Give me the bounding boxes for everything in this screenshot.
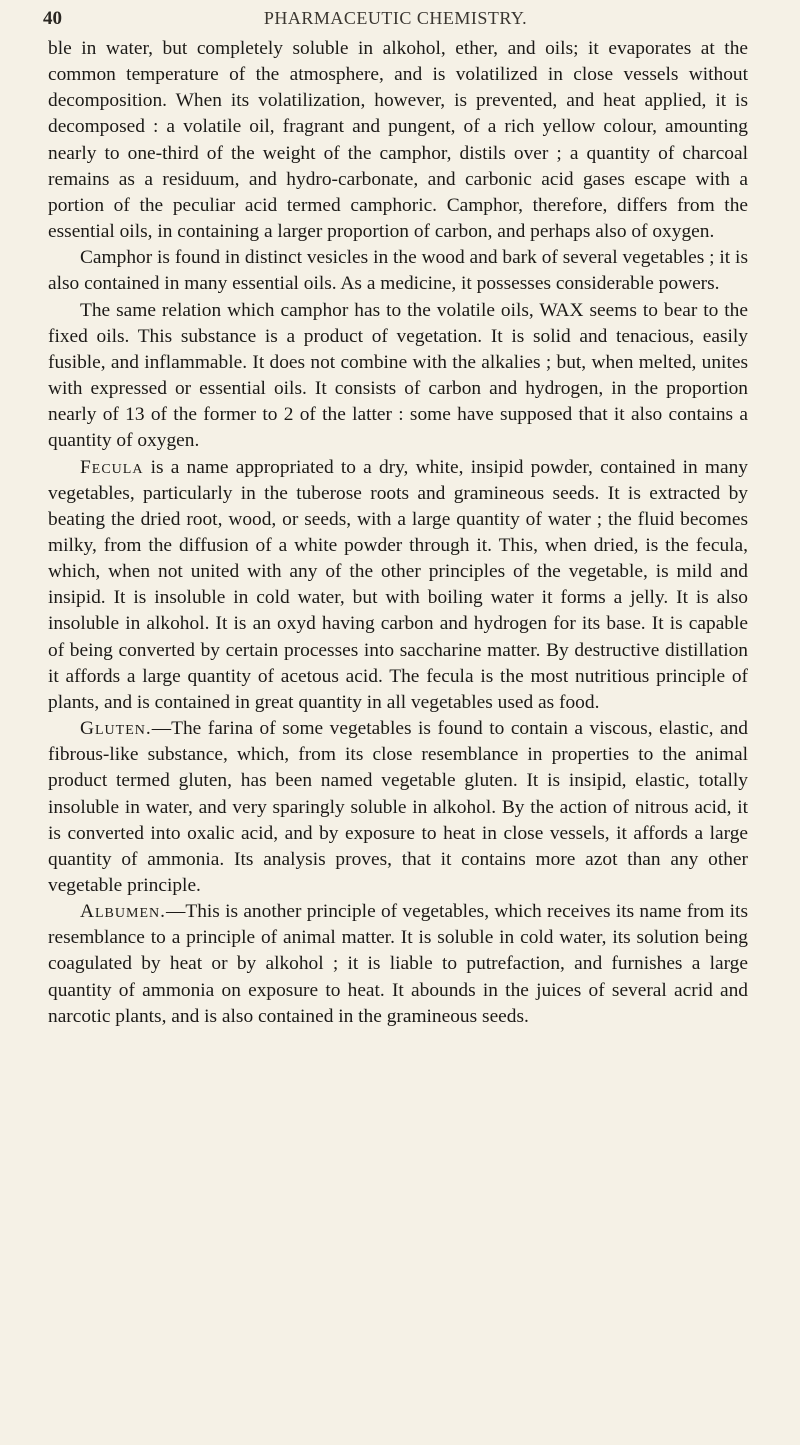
section-term: Albumen. — [80, 901, 166, 923]
paragraph-camphor-sources — [48, 245, 748, 297]
paragraph-text: —The farina of some vegetables is found to contain a viscous, elastic, and fibrous-like substance, which, from its close resemblance in properties to the animal product termed gluten, has been named vegetable gluten. It is insipid, elastic, totally insoluble in water, and very sparingly soluble in alkohol. By the action of nitrous acid, it is converted into oxalic acid, and by exposure to heat in close vessels, it affords a large quantity of ammonia. Its analysis proves, that it contains more azot than any other vegetable principle. — [48, 718, 748, 896]
paragraph-fecula — [48, 455, 748, 717]
section-term: Gluten. — [80, 718, 152, 740]
paragraph-text: The same relation which camphor has to the volatile oils, WAX seems to bear to the fixed oils. This substance is a product of vegetation. It is solid and tenacious, easily fusible, and inflammable. It does not combine with the alkalies ; but, when melted, unites with expressed or essential oils. It consists of carbon and hydrogen, in the proportion nearly of 13 of the former to 2 of the latter : some have supposed that it also contains a quantity of oxygen. — [48, 299, 748, 452]
paragraph-text: —This is another principle of vegetables, which receives its name from its resemblance to a principle of animal matter. It is soluble in cold water, its solution being coagulated by heat or by alkohol ; it is liable to putrefaction, and furnishes a large quantity of ammonia on exposure to heat. It abounds in the juices of several acrid and narcotic plants, and is also contained in the gramineous seeds. — [48, 901, 748, 1027]
paragraph-camphor-continued — [48, 36, 748, 245]
running-head — [43, 6, 748, 36]
paragraph-albumen — [48, 899, 748, 1030]
paragraph-text: ble in water, but completely soluble in alkohol, ether, and oils; it evaporates at the common temperature of the atmosphere, and is volatilized in close vessels without decomposition. When its volatilization, however, is prevented, and heat applied, it is decomposed : a volatile oil, fragrant and pungent, of a rich yellow colour, amounting nearly to one-third of the weight of the camphor, distils over ; a quantity of charcoal remains as a residuum, and hydro-carbonate, and carbonic acid gases escape with a portion of the peculiar acid termed camphoric. Camphor, therefore, differs from the essential oils, in containing a larger proportion of carbon, and perhaps also of oxygen. — [48, 38, 748, 243]
page-number: 40 — [43, 8, 62, 29]
running-title: PHARMACEUTIC CHEMISTRY. — [263, 8, 528, 28]
paragraph-text: is a name appropriated to a dry, white, insipid powder, contained in many vegetables, particularly in the tuberose roots and gramineous seeds. It is extracted by beating the dried root, wood, or seeds, with a large quantity of water ; the fluid becomes milky, from the diffusion of a white powder through it. This, when dried, is the fecula, which, when not united with any of the other principles of the vegetable, is mild and insipid. It is insoluble in cold water, but with boiling water it forms a jelly. It is also insoluble in alkohol. It is an oxyd having carbon and hydrogen for its base. It is capable of being converted by certain processes into saccharine matter. By destructive distillation it affords a large quantity of acetous acid. The fecula is the most nutritious principle of plants, and is contained in great quantity in all vegetables used as food. — [48, 456, 748, 713]
paragraph-wax — [48, 298, 748, 455]
paragraph-text: Camphor is found in distinct vesicles in the wood and bark of several vegetables ; it is also contained in many essential oils. As a medicine, it possesses considerable powers. — [48, 247, 748, 295]
body-text — [48, 36, 748, 1030]
section-term: Fecula — [80, 456, 144, 478]
paragraph-gluten — [48, 716, 748, 899]
